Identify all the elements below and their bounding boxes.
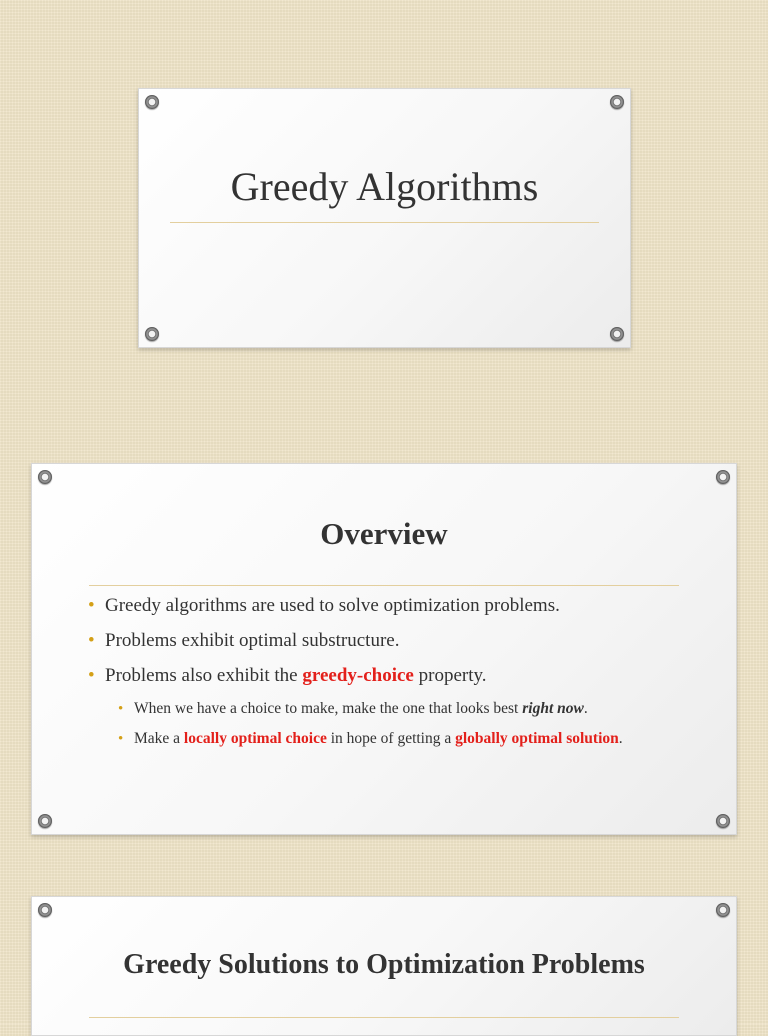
bullet-text: in hope of getting a <box>326 730 456 747</box>
grommet-icon <box>610 95 624 109</box>
grommet-icon <box>716 814 730 828</box>
bullet-item <box>88 629 688 653</box>
bullet-text: Greedy algorithms are used to solve optimization problems. <box>105 595 560 616</box>
grommet-icon <box>145 327 159 341</box>
title-divider <box>170 222 599 223</box>
slide-title: Greedy Algorithms <box>230 164 539 209</box>
bullet-text: . <box>618 730 623 747</box>
bullet-text: . <box>583 700 588 717</box>
bullet-text: When we have a choice to make, make the one that looks best <box>134 700 523 717</box>
bullet-text: property. <box>413 665 487 686</box>
bullet-item <box>88 664 688 749</box>
highlight-term: greedy-choice <box>302 665 414 686</box>
grommet-icon <box>38 470 52 484</box>
sub-bullet-item <box>118 729 658 749</box>
bullet-text: Problems exhibit optimal substructure. <box>105 630 400 651</box>
grommet-icon <box>716 903 730 917</box>
bullet-list <box>88 594 688 760</box>
slide-2 <box>31 463 737 835</box>
title-divider <box>89 585 679 586</box>
slide-3 <box>31 896 737 1036</box>
sub-bullet-item <box>118 699 658 719</box>
highlight-term: globally optimal solution <box>455 730 619 747</box>
grommet-icon <box>610 327 624 341</box>
highlight-term: locally optimal choice <box>183 730 327 747</box>
slide-title: Greedy Solutions to Optimization Problems <box>123 949 645 980</box>
grommet-icon <box>716 470 730 484</box>
slide-title: Overview <box>320 516 448 551</box>
title-divider <box>89 1017 679 1018</box>
bullet-item <box>88 594 688 618</box>
slide-1 <box>138 88 631 348</box>
grommet-icon <box>145 95 159 109</box>
grommet-icon <box>38 814 52 828</box>
sub-bullet-list <box>105 699 688 749</box>
bullet-text: Problems also exhibit the <box>105 665 303 686</box>
emphasis-term: right now <box>522 700 584 717</box>
grommet-icon <box>38 903 52 917</box>
bullet-text: Make a <box>134 730 184 747</box>
